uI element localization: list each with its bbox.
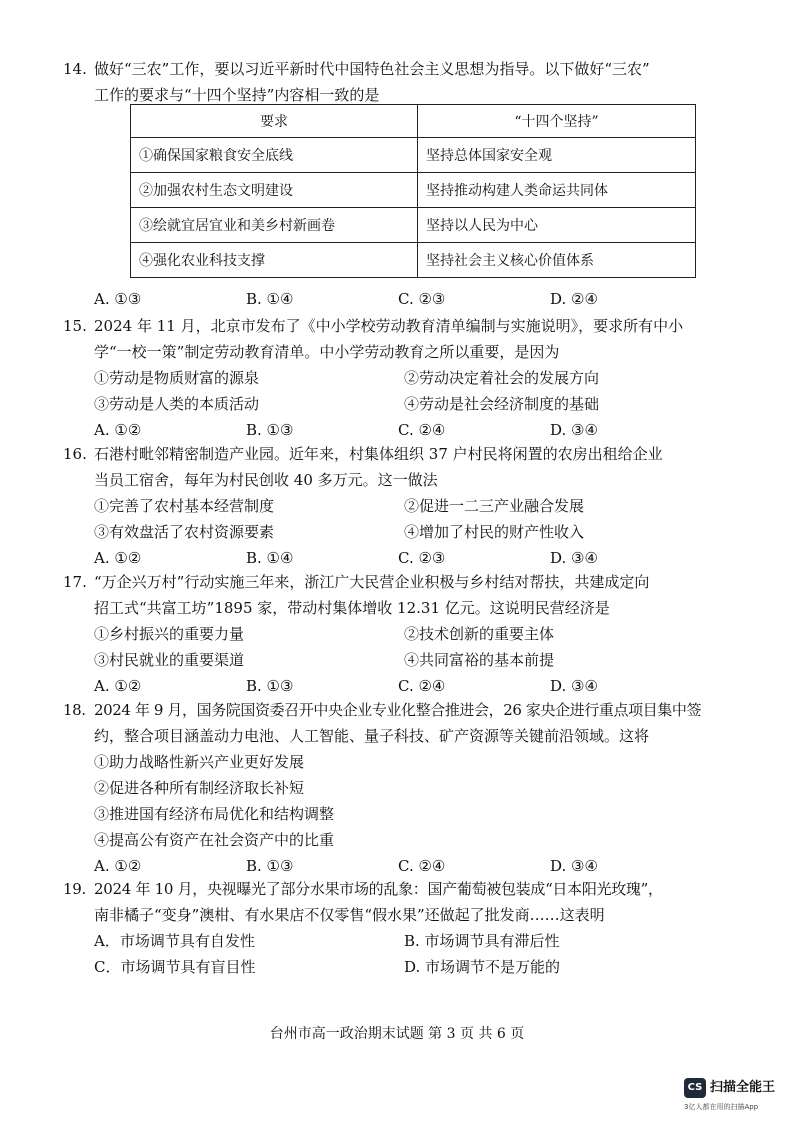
statement-item: ②促进一二三产业融合发展 <box>404 497 585 515</box>
option-d[interactable]: D. ③④ <box>550 857 598 875</box>
table-header-row <box>131 105 696 138</box>
table-cell: 坚持推动构建人类命运共同体 <box>418 173 696 208</box>
table-cell: 坚持总体国家安全观 <box>418 138 696 173</box>
question-14-options <box>94 286 714 312</box>
statement-item: ④增加了村民的财产性收入 <box>404 523 585 541</box>
option-a[interactable]: A. ①② <box>94 677 142 695</box>
statement-item: ①助力战略性新兴产业更好发展 <box>94 753 305 771</box>
table-header-cell: “十四个坚持” <box>418 105 696 138</box>
option-b[interactable]: B. ①④ <box>246 290 294 308</box>
option-c[interactable]: C. ②④ <box>398 857 446 875</box>
table-cell: 坚持社会主义核心价值体系 <box>418 243 696 278</box>
option-c[interactable]: C. ②④ <box>398 421 446 439</box>
question-14 <box>63 56 714 108</box>
table-cell: ④强化农业科技支撑 <box>131 243 418 278</box>
table-header-cell: 要求 <box>131 105 418 138</box>
option-b[interactable]: B. ①③ <box>246 857 294 875</box>
question-stem-line: 2024 年 11 月，北京市发布了《中小学校劳动教育清单编制与实施说明》，要求所有中小 <box>94 317 684 335</box>
option-a[interactable]: A. ①② <box>94 857 142 875</box>
statement-item: ③村民就业的重要渠道 <box>94 651 245 669</box>
option-c[interactable]: C．市场调节具有盲目性 <box>94 958 256 976</box>
statement-item: ①劳动是物质财富的源泉 <box>94 369 260 387</box>
statement-item: ③劳动是人类的本质活动 <box>94 395 260 413</box>
option-d[interactable]: D. ②④ <box>550 290 598 308</box>
question-stem-line: “万企兴万村”行动实施三年来，浙江广大民营企业积极与乡村结对帮扶，共建成定向 <box>94 573 650 591</box>
statement-item: ④劳动是社会经济制度的基础 <box>404 395 600 413</box>
option-a[interactable]: A. ①③ <box>94 290 142 308</box>
option-b[interactable]: B. ①④ <box>246 549 294 567</box>
option-b[interactable]: B. ①③ <box>246 421 294 439</box>
option-a[interactable]: A．市场调节具有自发性 <box>94 932 255 950</box>
question-19 <box>63 876 714 980</box>
question-number: 17. <box>63 573 87 591</box>
table-row <box>131 243 696 278</box>
requirements-table <box>130 104 696 278</box>
statement-item: ①乡村振兴的重要力量 <box>94 625 245 643</box>
statement-item: ④共同富裕的基本前提 <box>404 651 555 669</box>
option-d[interactable]: D. 市场调节不是万能的 <box>404 958 561 976</box>
question-number: 15. <box>63 317 87 335</box>
question-18 <box>63 697 714 879</box>
option-a[interactable]: A. ①② <box>94 421 142 439</box>
watermark-name: 扫描全能王 <box>710 1080 776 1095</box>
option-b[interactable]: B. ①③ <box>246 677 294 695</box>
option-c[interactable]: C. ②③ <box>398 549 446 567</box>
question-15 <box>63 313 714 443</box>
statement-item: ②促进各种所有制经济取长补短 <box>94 779 305 797</box>
option-c[interactable]: C. ②④ <box>398 677 446 695</box>
question-stem-line: 2024 年 10 月，央视曝光了部分水果市场的乱象：国产葡萄被包装成“日本阳光玫瑰”， <box>94 880 663 898</box>
question-number: 18. <box>63 701 86 719</box>
option-d[interactable]: D. ③④ <box>550 549 598 567</box>
statement-item: ③有效盘活了农村资源要素 <box>94 523 275 541</box>
statement-item: ③推进国有经济布局优化和结构调整 <box>94 805 335 823</box>
option-a[interactable]: A. ①② <box>94 549 142 567</box>
table-row <box>131 173 696 208</box>
table-cell: ③绘就宜居宜业和美乡村新画卷 <box>131 208 418 243</box>
table-cell: 坚持以人民为中心 <box>418 208 696 243</box>
option-c[interactable]: C. ②③ <box>398 290 446 308</box>
statement-item: ④提高公有资产在社会资产中的比重 <box>94 831 335 849</box>
table-cell: ①确保国家粮食安全底线 <box>131 138 418 173</box>
question-stem-line: 招工式“共富工坊”1895 家，带动村集体增收 12.31 亿元。这说明民营经济是 <box>94 599 610 617</box>
question-17 <box>63 569 714 699</box>
question-16 <box>63 441 714 571</box>
question-number: 19. <box>63 880 86 898</box>
statement-item: ②劳动决定着社会的发展方向 <box>404 369 600 387</box>
question-stem-line: 约，整合项目涵盖动力电池、人工智能、量子科技、矿产资源等关键前沿领域。这将 <box>94 727 650 745</box>
question-stem-line: 2024 年 9 月，国务院国资委召开中央企业专业化整合推进会，26 家央企进行重点项目集中签 <box>94 701 702 719</box>
question-number: 14. <box>63 60 87 78</box>
question-stem-line: 做好“三农”工作，要以习近平新时代中国特色社会主义思想为指导。以下做好“三农” <box>94 60 650 78</box>
page-footer: 台州市高一政治期末试题 第 3 页 共 6 页 <box>269 1026 525 1042</box>
option-d[interactable]: D. ③④ <box>550 421 598 439</box>
scanner-watermark <box>684 1078 784 1118</box>
table-row <box>131 138 696 173</box>
question-stem-line: 工作的要求与“十四个坚持”内容相一致的是 <box>94 86 380 104</box>
table-cell: ②加强农村生态文明建设 <box>131 173 418 208</box>
watermark-tagline: 3亿人都在用的扫描App <box>684 1103 759 1111</box>
option-d[interactable]: D. ③④ <box>550 677 598 695</box>
table-row <box>131 208 696 243</box>
question-stem-line: 南非橘子“变身”澳柑、有水果店不仅零售“假水果”还做起了批发商……这表明 <box>94 906 605 924</box>
question-stem-line: 石港村毗邻精密制造产业园。近年来，村集体组织 37 户村民将闲置的农房出租给企业 <box>94 445 663 463</box>
question-stem-line: 学“一校一策”制定劳动教育清单。中小学劳动教育之所以重要，是因为 <box>94 343 560 361</box>
statement-item: ②技术创新的重要主体 <box>404 625 555 643</box>
question-number: 16. <box>63 445 87 463</box>
statement-item: ①完善了农村基本经营制度 <box>94 497 275 515</box>
question-stem-line: 当员工宿舍，每年为村民创收 40 多万元。这一做法 <box>94 471 438 489</box>
option-b[interactable]: B. 市场调节具有滞后性 <box>404 932 560 950</box>
camscanner-logo-icon: CS <box>684 1078 706 1098</box>
